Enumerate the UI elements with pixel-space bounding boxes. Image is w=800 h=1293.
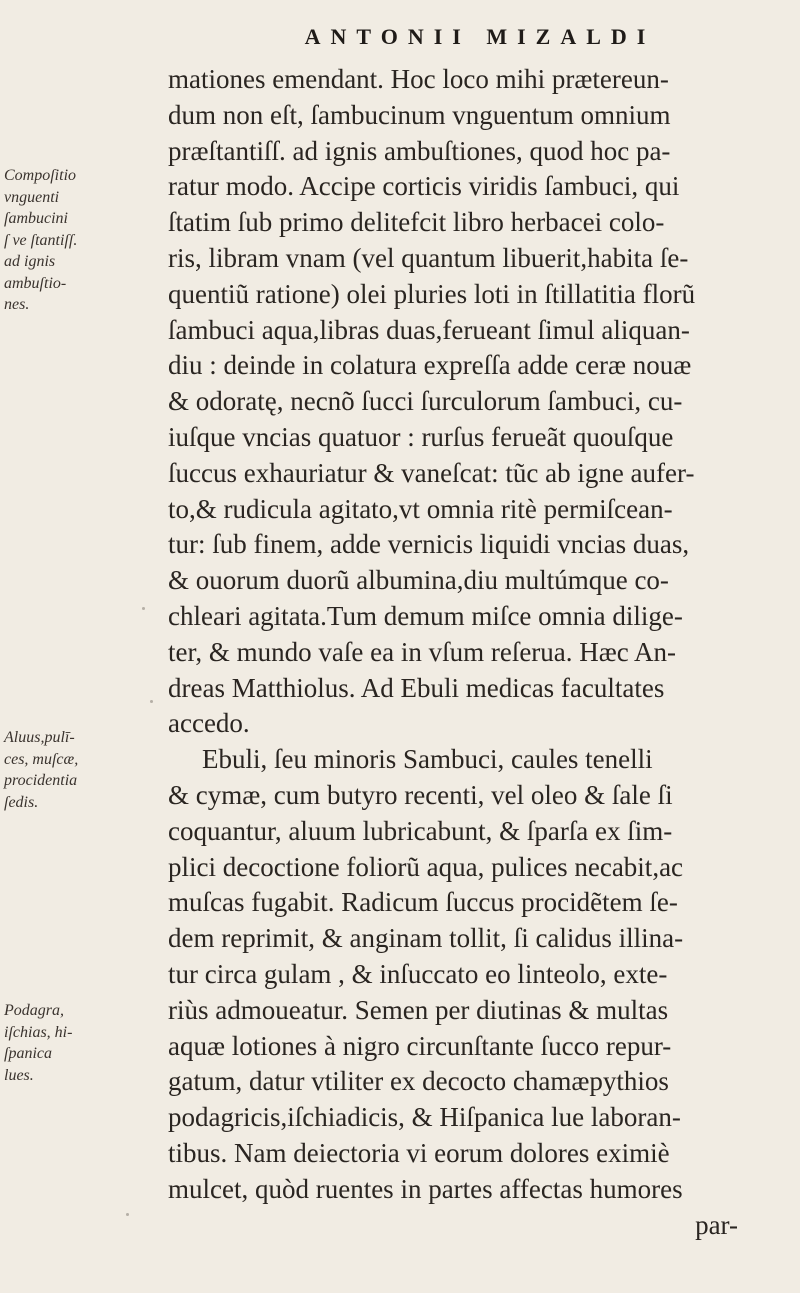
margin-note-line: Podagra,	[4, 1002, 64, 1019]
text-line: tibus. Nam deiectoria vi eorum dolores eximiè	[168, 1137, 670, 1168]
margin-note-line: ſedis.	[4, 793, 39, 811]
text-line: ſtatim ſub primo delitefcit libro herbacei colo-	[168, 207, 665, 238]
text-line: iuſque vncias quatuor : rurſus ferueãt quouſque	[168, 421, 674, 452]
catchword: par-	[695, 1209, 738, 1240]
text-line: dum non eſt, ſambucinum vnguentum omnium	[168, 99, 671, 130]
paper-speck	[126, 1213, 129, 1216]
main-text-block	[168, 62, 778, 1243]
text-line: quentiũ ratione) olei pluries loti in ſtillatitia florũ	[168, 278, 696, 309]
text-line: muſcas fugabit. Radicum ſuccus procidẽtem ſe-	[168, 887, 678, 918]
margin-note-podagra	[4, 1000, 154, 1086]
margin-note-line: ad ignis	[4, 253, 56, 270]
text-line: & cymæ, cum butyro recenti, vel oleo & ſale ſi	[168, 779, 673, 810]
text-line: dem reprimit, & anginam tollit, ſi calidus illina-	[168, 923, 684, 954]
margin-note-line: Aluus,pulī-	[4, 729, 75, 746]
running-title: ANTONII MIZALDI	[304, 24, 656, 49]
text-line: aquæ lotiones à nigro circunſtante ſucco repur-	[168, 1030, 672, 1061]
margin-note-line: nes.	[4, 296, 30, 313]
text-line: diu : deinde in colatura expreſſa adde ceræ nouæ	[168, 350, 692, 381]
margin-note-ointment	[4, 165, 154, 316]
margin-note-line: ſambucini	[4, 210, 68, 227]
text-line: podagricis,iſchiadicis, & Hiſpanica lue laboran-	[168, 1102, 681, 1133]
paragraph-start-line: Ebuli, ſeu minoris Sambuci, caules tenelli	[202, 744, 653, 775]
margin-note-line: vnguenti	[4, 188, 60, 206]
text-line: tur circa gulam , & inſuccato eo linteolo, exte-	[168, 958, 668, 989]
margin-note-line: lues.	[4, 1066, 34, 1084]
text-line: ratur modo. Accipe corticis viridis ſambuci, qui	[168, 171, 680, 202]
text-line: to,& rudicula agitato,vt omnia ritè permiſcean-	[168, 493, 673, 524]
text-line: & odoratę, necnõ ſucci ſurculorum ſambuci, cu-	[168, 386, 683, 417]
text-line: mulcet, quòd ruentes in partes affectas humores	[168, 1173, 683, 1204]
text-line: accedo.	[168, 708, 250, 739]
margin-note-line: procidentia	[4, 772, 78, 789]
paper-speck	[150, 700, 153, 703]
margin-note-aluus	[4, 727, 154, 813]
margin-note-line: ſ ve ſtantiſſ.	[4, 231, 78, 249]
text-line: coquantur, aluum lubricabunt, & ſparſa ex ſim-	[168, 815, 673, 846]
text-line: ter, & mundo vaſe ea in vſum reſerua. Hæc An-	[168, 636, 677, 667]
text-line: ſuccus exhauriatur & vaneſcat: tũc ab igne aufer-	[168, 457, 695, 488]
margin-note-line: ſpanica	[4, 1045, 52, 1062]
text-line: chleari agitata.Tum demum miſce omnia dilige-	[168, 600, 683, 631]
text-line: tur: ſub finem, adde vernicis liquidi vncias duas,	[168, 529, 690, 560]
text-line: riùs admoueatur. Semen per diutinas & multas	[168, 994, 669, 1025]
text-line: & ouorum duorũ albumina,diu multúmque co-	[168, 565, 669, 596]
text-line: præſtantiſſ. ad ignis ambuſtiones, quod hoc pa-	[168, 135, 671, 166]
margin-note-line: ces, muſcæ,	[4, 750, 79, 768]
text-line: mationes emendant. Hoc loco mihi prætereun-	[168, 64, 669, 94]
text-line: ris, libram vnam (vel quantum libuerit,habita ſe-	[168, 242, 689, 273]
margin-note-line: iſchias, hi-	[4, 1023, 73, 1041]
paper-speck	[142, 607, 145, 610]
text-line: gatum, datur vtiliter ex decocto chamæpythios	[168, 1066, 669, 1097]
text-line: ſambuci aqua,libras duas,ferueant ſimul aliquan-	[168, 314, 690, 345]
margin-note-line: ambuſtio-	[4, 274, 67, 292]
text-line: plici decoctione foliorũ aqua, pulices necabit,ac	[168, 851, 684, 882]
margin-note-line: Compoſitio	[4, 167, 77, 184]
text-line: dreas Matthiolus. Ad Ebuli medicas facultates	[168, 672, 665, 703]
